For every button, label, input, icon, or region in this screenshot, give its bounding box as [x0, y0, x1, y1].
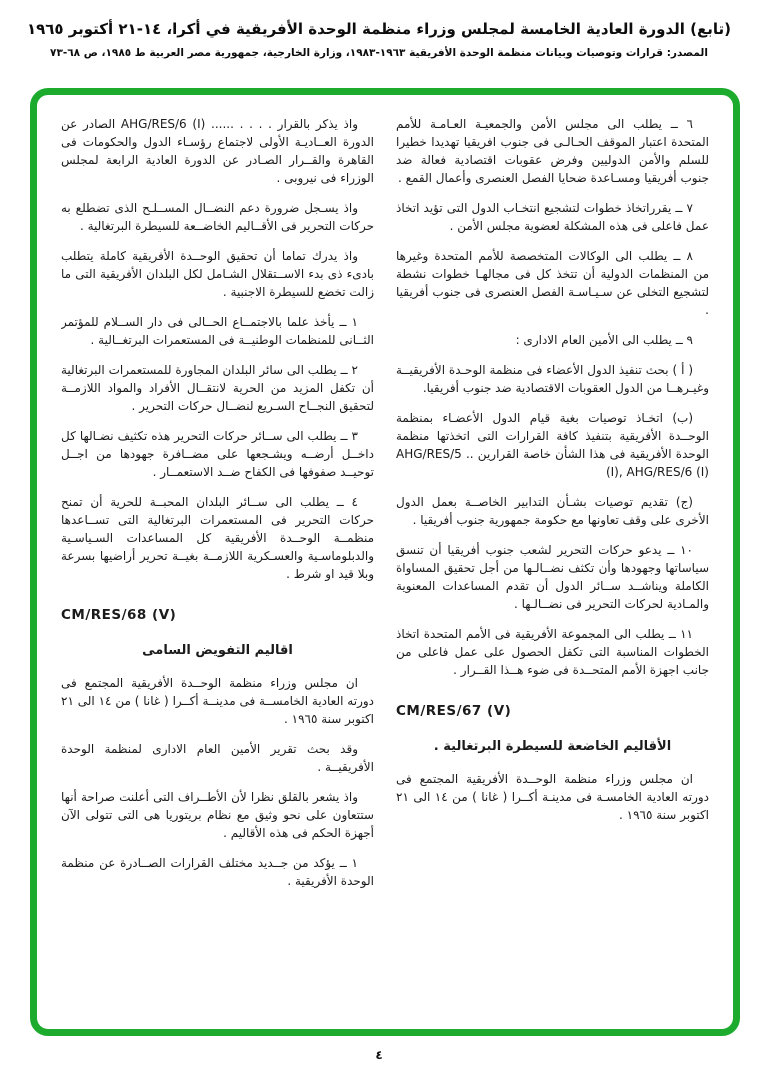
- paragraph-reaffirms: ١ ــ يؤكد من جــديد مختلف القرارات الصــادرة عن منظمة الوحدة الأفريقية .: [61, 856, 374, 888]
- paragraph-1: ١ ــ يأخذ علما بالاجتمــاع الحــالى فى دار الســلام للمؤتمر الثــانى للمنظمات الوطنيــة فى المستعمرات البرتغــالية .: [61, 315, 374, 347]
- paragraph-9: ٩ ــ يطلب الى الأمين العام الادارى :: [515, 333, 693, 347]
- resolution-ref-cm-res-68: CM/RES/68 (V): [61, 607, 177, 623]
- section-heading-portuguese-territories: الأقاليم الخاضعة للسيطرة البرتغالية .: [433, 739, 672, 754]
- paragraph-7: ٧ ــ يقرراتخاذ خطوات لتشجيع انتخـاب الدول التى تؤيد اتخاذ عمل فاعلى فى هذه المشكلة لعضوية مجلس الأمن .: [396, 201, 709, 233]
- subparagraph-j: (ج) تقديم توصيات بشـأن التدابير الخاصــة بعمل الدول الأخرى على وقف تعاونها مع حكومة جمهورية جنوب أفريقيا .: [396, 495, 709, 527]
- paragraph-council-preamble: ان مجلس وزراء منظمة الوحــدة الأفريقية المجتمع فى دورته العادية الخامسـة فى مدينـة أكــرا ( غانا ) من ١٤ الى ٢١ اكتوبر سنة ١٩٦٥ .: [396, 772, 709, 822]
- paragraph-armed-struggle: واذ يسـجل ضرورة دعم النضــال المســلـح الذى تضطلع به حركات التحرير فى الأقــاليم الخاضــعة للسيطرة البرتغالية .: [61, 201, 374, 233]
- paragraph-african-unity: واذ يدرك تماما أن تحقيق الوحــدة الأفريقية كاملة يتطلب بادىء ذى بدء الاســتقلال الشـامل لكل البلدان الأفريقية التى ما زالت تخضع للسيطرة الاجنبية .: [61, 249, 374, 299]
- page-header: [0, 20, 758, 59]
- paragraph-secretary-report: وقد بحث تقرير الأمين العام الادارى لمنظمة الوحدة الأفريقيــة .: [61, 742, 374, 774]
- paragraph-council-preamble-2: ان مجلس وزراء منظمة الوحــدة الأفريقية المجتمع فى دورته العادية الخامســة فى مدينــة أكــرا ( غانا ) من ١٤ الى ٢١ اكتوبر سنة ١٩٦٥ .: [61, 676, 375, 726]
- source-citation: المصدر: قرارات وتوصيات وبيانات منظمة الوحدة الأفريقية ١٩٦٣-١٩٨٣، وزارة الخارجية، جمهورية مصر العربية ط ١٩٨٥، ص ٦٨-٧٣: [50, 47, 708, 59]
- green-border-box: [30, 88, 740, 1036]
- column-left: [61, 115, 374, 1019]
- paragraph-8: ٨ ــ يطلب الى الوكالات المتخصصة للأمم المتحدة وغيرها من المنظمات الدولية أن تتخذ كل فى مجالهـا خطوات نشطة لتشجيع التخلى عن سـيـاسـة الفصل العنصرى فى جنوب أفريقيا .: [396, 249, 709, 317]
- section-heading-mandate-territories: اقاليم التفويض السامى: [142, 643, 293, 658]
- paragraph-concern-pretoria: واذ يشعر بالقلق نظرا لأن الأطــراف التى أعلنت صراحة أنها ستتعاون على نحو وثيق مع نظام بريتوريا هى التى تتولى الآن أجهزة الحكم فى هذه الأقاليم .: [61, 790, 374, 840]
- page-number: ٤: [375, 1048, 383, 1062]
- paragraph-6: ٦ ــ يطلب الى مجلس الأمن والجمعيـة العـامـة للأمم المتحدة اعتبار الموقف الحـالـى فى جنوب افريقيا تهديدا خطيرا للسلم والأمن الدوليين وفرض عقوبات اقتصادية فعالة ضد جنوب أفريقيا ومسـاعدة ضحايا الفصل العنصرى وأعمال القمع .: [396, 117, 709, 185]
- paragraph-3: ٣ ــ يطلب الى ســائر حركات التحرير هذه تكثيف نضـالها كل داخــل أرضــه ويشـجعها على مضــافرة جهودها من اجــل توحيــد صفوفها فى الكفاح ضــد الاستعمــار .: [61, 429, 374, 479]
- paragraph-11: ١١ ــ يطلب الى المجموعة الأفريقية فى الأمم المتحدة اتخاذ الخطوات المناسبة التى تكفل الحصول على عمل فاعلى من جانب اجهزة الأمم المتحــدة فى ضوء هــذا القــرار .: [396, 627, 709, 677]
- subparagraph-a: ( أ ) بحث تنفيذ الدول الأعضاء فى منظمة الوحـدة الأفريقيــة وغيـرهــا من الدول العقوبات الاقتصادية ضد جنوب أفريقيا.: [396, 363, 709, 395]
- paragraph-10: ١٠ ــ يدعو حركات التحرير لشعب جنوب أفريقيا أن تنسق سياساتها وجهودها وأن تكثف نضــالـها من أجل تحقيق المساواة الكاملة ويناشــد ســائر الدول أن تقدم المساعدات المعنوية والمـادية لحركات التحرير فى نضــالـها .: [396, 543, 709, 611]
- two-column-layout: [61, 115, 709, 1019]
- subparagraph-b: (ب) اتخـاذ توصيات بغية قيام الدول الأعضـاء بمنظمة الوحــدة الأفريقية بتنفيذ كافة القرارات التى اتخذتها منظمة الوحدة الأفريقية فى هذا الشأن خاصة القرارين .. AHG/RES/5 (I), AHG/RES/6 (I): [396, 411, 709, 479]
- paragraph-recalling-resolution: واذ يذكر بالقرار . . . . ...... AHG/RES/6 (I) الصادر عن الدورة العــاديـة الأولى لاجتماع رؤسـاء الدول والحكومات فى القاهرة والقــرار الصـادر عن الدورة العادية الرابعة لمجلس الوزراء فى نيروبى .: [61, 117, 374, 185]
- paragraph-4: ٤ ــ يطلب الى ســائر البلدان المحبــة للحرية أن تمنح حركات التحرير فى المستعمرات البرتغالية التى تســاعدها منظمــة الوحــدة الأفريقية كل المساعدات السـياسـية والدبلوماسـية والعسـكرية اللازمــة بغيــة تحرير أراضيها بسرعة وبلا قيد او شرط .: [61, 495, 374, 581]
- document-title: (تابع) الدورة العادية الخامسة لمجلس وزراء منظمة الوحدة الأفريقية في أكرا، ١٤-٢١ أكتوبر ١٩٦٥: [26, 20, 732, 38]
- resolution-ref-cm-res-67: CM/RES/67 (V): [396, 703, 512, 719]
- paragraph-2: ٢ ــ يطلب الى سائر البلدان المجاورة للمستعمرات البرتغالية أن تكفل المزيد من الحرية لانتقــال الأفراد والمواد اللازمــة لتحقيق النجــاح السـريع لنضــال حركات التحرير .: [61, 363, 374, 413]
- column-right: [396, 115, 709, 1019]
